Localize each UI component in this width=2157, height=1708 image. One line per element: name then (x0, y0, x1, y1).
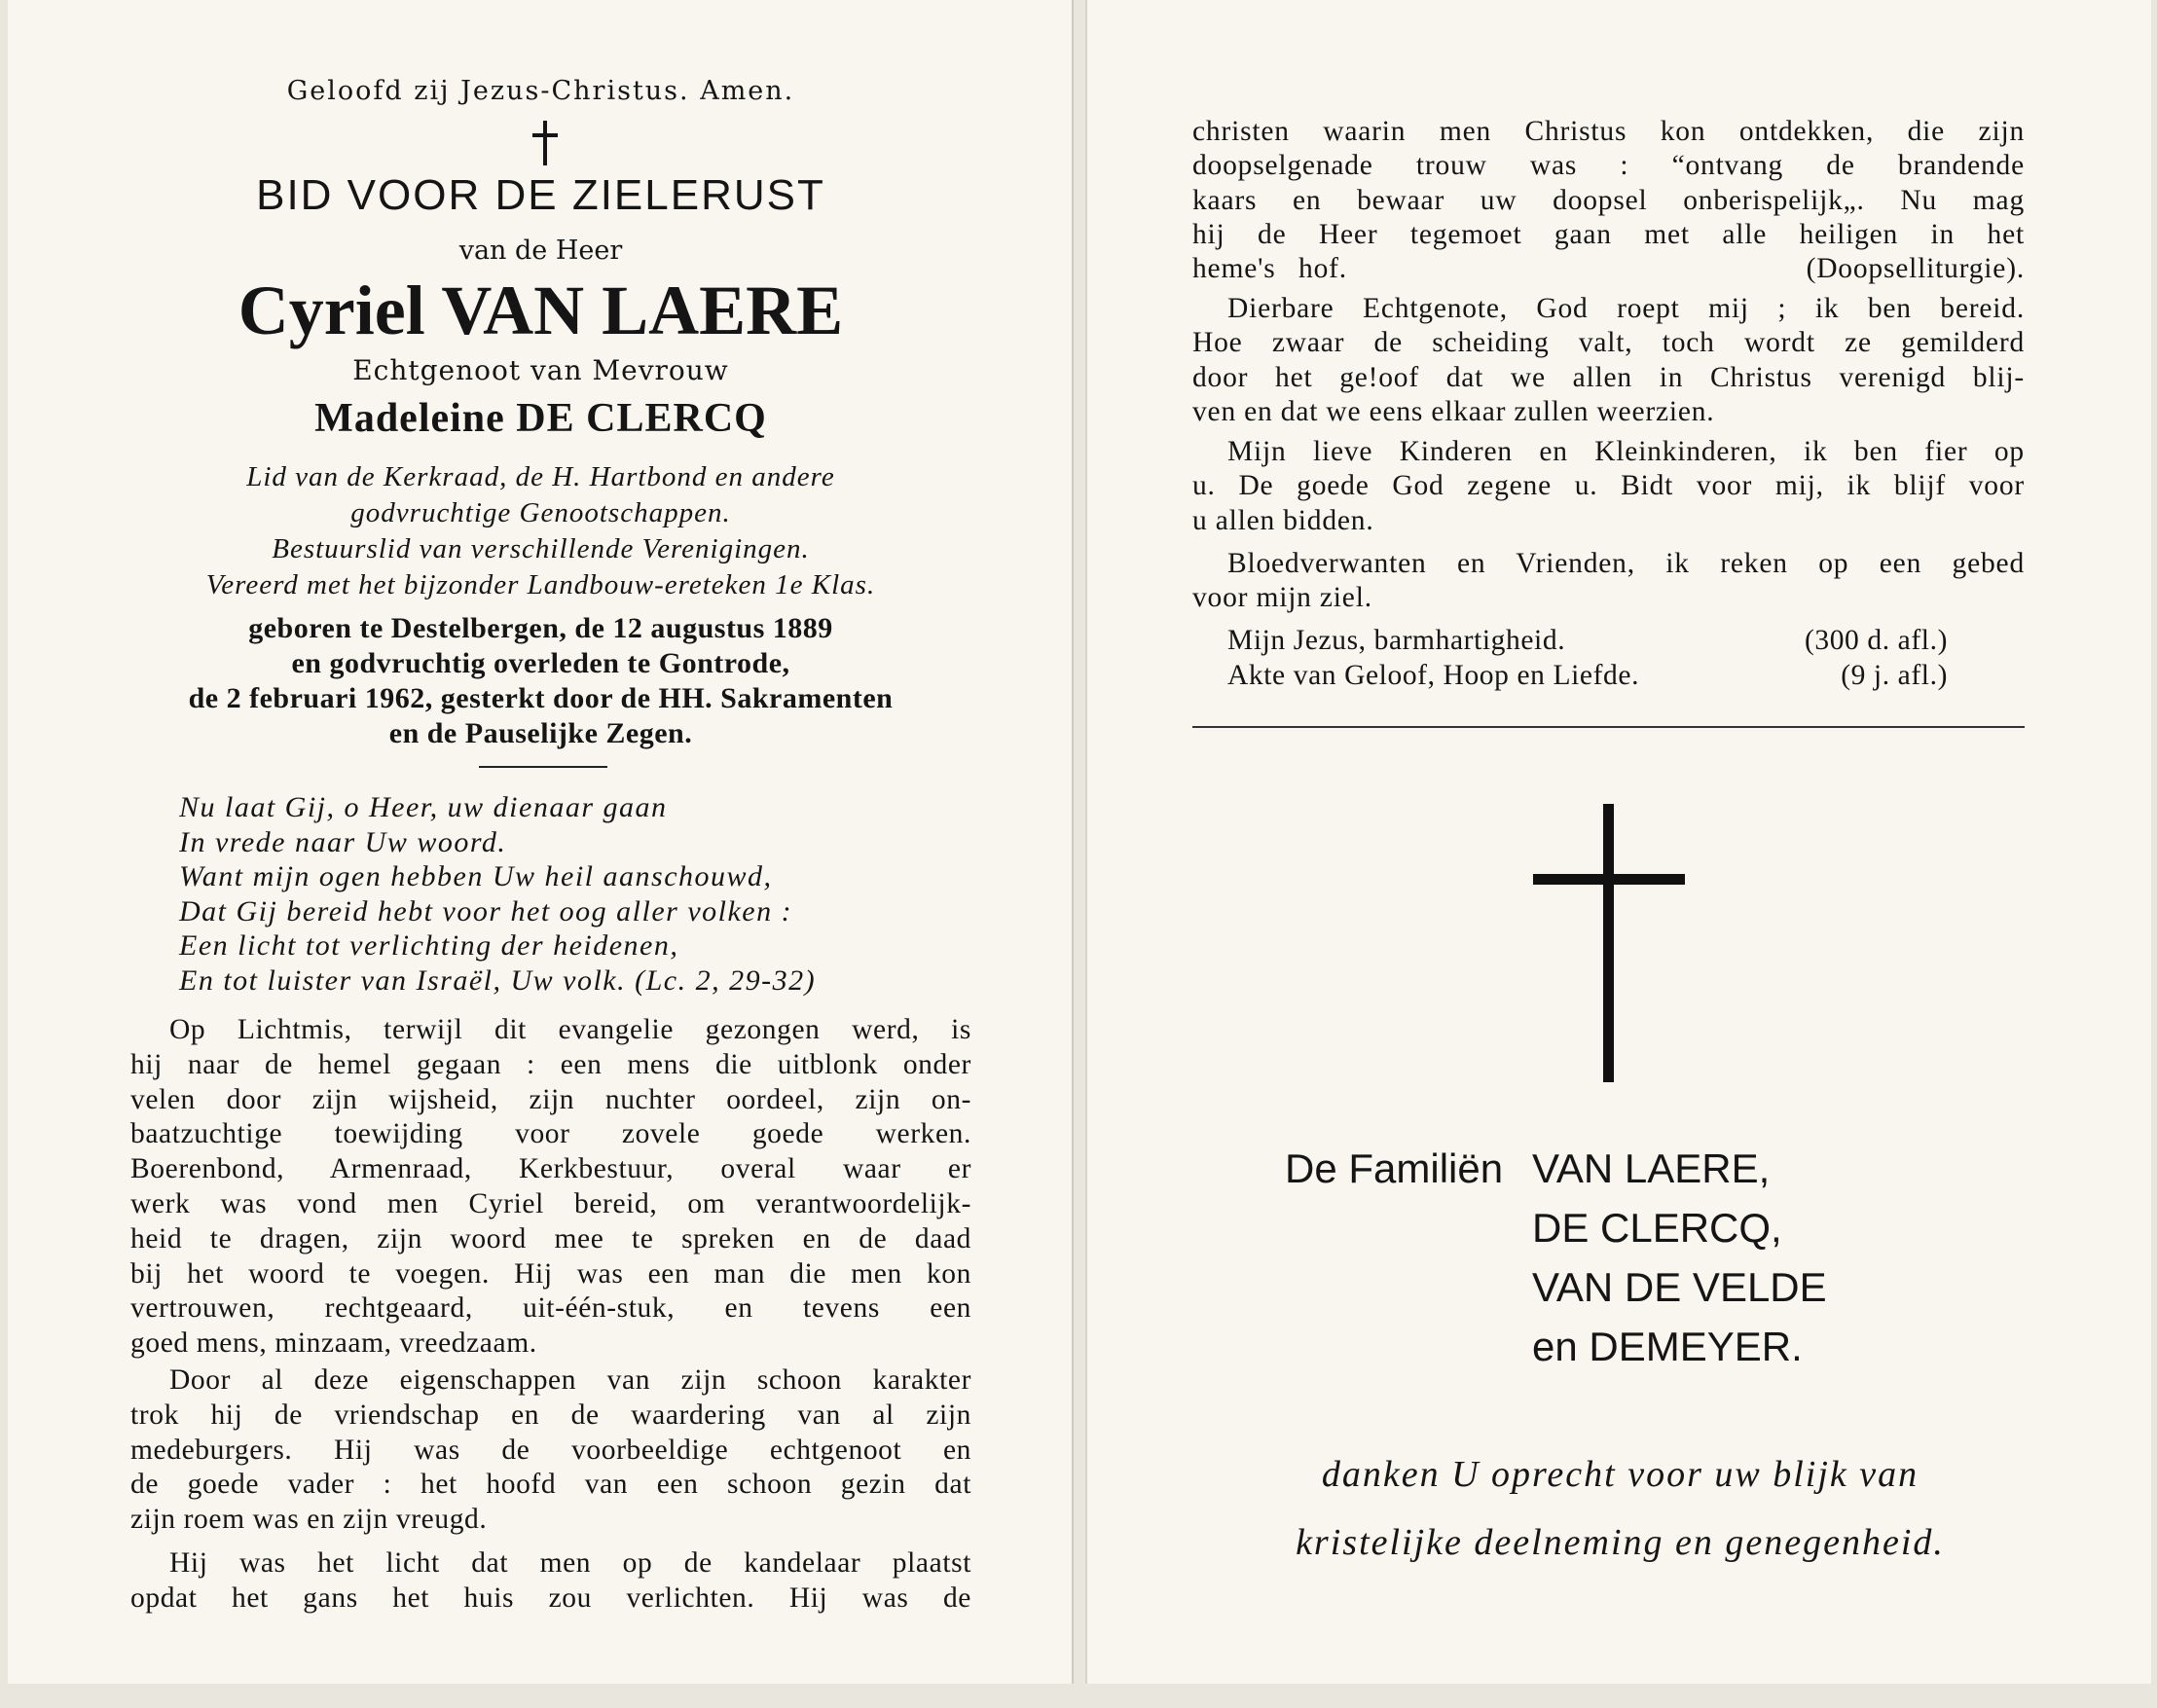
family-name: DE CLERCQ, (1532, 1205, 1782, 1251)
text-line: hij de Heer tegemoet gaan met alle heiligen in het (1192, 218, 2025, 250)
text-line: hij naar de hemel gegaan : een mens die uitblonk onder (130, 1048, 971, 1080)
text-line: doopselgenade trouw was : “ontvang de brandende (1192, 150, 2025, 182)
paragraph (1192, 547, 2025, 616)
role-line: godvruchtige Genootschappen. (350, 497, 731, 528)
verse-line: Een licht tot verlichting der heidenen, (179, 929, 679, 962)
paragraph (130, 1013, 971, 1362)
text-line: Door al deze eigenschappen van zijn schoon karakter (169, 1364, 971, 1396)
text-line: christen waarin men Christus kon ontdekken, die zijn (1192, 116, 2025, 147)
text-line: trok hij de vriendschap en de waardering van al zijn (130, 1399, 971, 1431)
text-line: Boerenbond, Armenraad, Kerkbestuur, overal waar er (130, 1153, 971, 1185)
right-page (1085, 0, 2151, 1684)
divider (1192, 726, 2025, 728)
text-line: Bloedverwanten en Vrienden, ik reken op een gebed (1227, 548, 2025, 579)
prayer-row (1227, 658, 1948, 693)
text-line: heme's hof. (Doopselliturgie). (1192, 253, 2025, 285)
paragraph (1192, 292, 2025, 429)
opening-line: Geloofd zij Jezus-Christus. Amen. (286, 76, 795, 106)
verse-line: In vrede naar Uw woord. (179, 825, 507, 858)
roles (8, 459, 1074, 603)
prayer-label: Akte van Geloof, Hoop en Liefde. (1227, 660, 1640, 691)
family-name: VAN LAERE, (1532, 1145, 1771, 1191)
text-line: Hoe zwaar de scheiding valt, toch wordt ze gemilderd (1192, 327, 2025, 359)
text-line: Mijn lieve Kinderen en Kleinkinderen, ik ben fier op (1227, 436, 2025, 467)
role-line: Lid van de Kerkraad, de H. Hartbond en andere (246, 461, 835, 492)
thanks-line: kristelijke deelneming en genegenheid. (1296, 1522, 1945, 1563)
families-lead: De Familiën (1285, 1145, 1504, 1191)
text-line: door het ge!oof dat we allen in Christus verenigd blij- (1192, 361, 2025, 393)
paragraph (130, 1546, 971, 1617)
text-line: Hij was het licht dat men op de kandelaar plaatst (169, 1547, 971, 1579)
role-line: Vereerd met het bijzonder Landbouw-ereteken 1e Klas. (205, 569, 876, 600)
text-line: voor mijn ziel. (1192, 582, 1372, 614)
life-date-line: en godvruchtig overleden te Gontrode, (291, 647, 790, 679)
text-line: Dierbare Echtgenote, God roept mij ; ik ben bereid. (1227, 293, 2025, 324)
text-line: opdat het gans het huis zou verlichten. Hij was de (130, 1581, 971, 1614)
left-page (8, 0, 1074, 1684)
life-date-line: geboren te Destelbergen, de 12 augustus 1889 (248, 612, 833, 644)
text-line: u allen bidden. (1192, 504, 1374, 536)
cross-icon (530, 121, 560, 165)
verse-line: Nu laat Gij, o Heer, uw dienaar gaan (179, 791, 668, 823)
thanks-message (1087, 1440, 2151, 1577)
prayer-indulgence: (9 j. afl.) (1841, 660, 1948, 691)
life-dates (8, 611, 1074, 751)
text-line: u. De goede God zegene u. Bidt voor mij, ik blijf voor (1192, 470, 2025, 502)
text-line: zijn roem was en zijn vreugd. (130, 1504, 488, 1536)
prayer-list (1227, 623, 1948, 693)
text-line: werk was vond men Cyriel bereid, om verantwoordelijk- (130, 1187, 971, 1219)
paragraph (1192, 115, 2025, 286)
prayer-indulgence: (300 d. afl.) (1804, 625, 1948, 656)
verse-line: Dat Gij bereid hebt voor het oog aller volken : (179, 894, 793, 927)
deceased-name: Cyriel VAN LAERE (238, 272, 844, 349)
family-name: VAN DE VELDE (1532, 1264, 1827, 1310)
cross-icon (1533, 804, 1685, 1082)
text-line: kaars en bewaar uw doopsel onberispelijk„. Nu mag (1192, 184, 2025, 216)
text-line: bij het woord te voegen. Hij was een man die men kon (130, 1257, 971, 1290)
intro: van de Heer (458, 236, 623, 266)
spouse-name: Madeleine DE CLERCQ (314, 396, 767, 441)
text-line: ven en dat we eens elkaar zullen weerzien. (1192, 395, 1715, 427)
text-line: goed mens, minzaam, vreedzaam. (130, 1327, 537, 1360)
text-line: vertrouwen, rechtgeaard, uit-één-stuk, en tevens een (130, 1292, 971, 1325)
heading: BID VOOR DE ZIELERUST (256, 171, 825, 219)
family-name: en DEMEYER. (1532, 1324, 1803, 1369)
text-line: Op Lichtmis, terwijl dit evangelie gezongen werd, is (169, 1014, 971, 1045)
role-line: Bestuurslid van verschillende Verenigingen. (272, 533, 810, 564)
text-line: medeburgers. Hij was de voorbeeldige echtgenoot en (130, 1434, 971, 1466)
paragraph (130, 1363, 971, 1538)
text-line: baatzuchtige toewijding voor zovele goede werken. (130, 1118, 971, 1150)
paragraph (1192, 435, 2025, 538)
text-line: de goede vader : het hoofd van een schoon gezin dat (130, 1469, 971, 1501)
spouse-intro: Echtgenoot van Mevrouw (352, 354, 729, 386)
prayer-label: Mijn Jezus, barmhartigheid. (1227, 625, 1566, 656)
prayer-row (1227, 623, 1948, 658)
text-line: heid te dragen, zijn woord mee te spreken en de daad (130, 1222, 971, 1254)
divider (479, 766, 607, 768)
verse-line: En tot luister van Israël, Uw volk. (Lc. 2, 29-32) (179, 963, 817, 997)
life-date-line: en de Pauselijke Zegen. (388, 717, 693, 749)
life-date-line: de 2 februari 1962, gesterkt door de HH. Sakramenten (188, 682, 894, 714)
text-line: velen door zijn wijsheid, zijn nuchter oordeel, zijn on- (130, 1083, 971, 1115)
verse-line: Want mijn ogen hebben Uw heil aanschouwd, (179, 860, 773, 892)
thanks-line: danken U oprecht voor uw blijk van (1321, 1454, 1919, 1495)
bible-verse (179, 790, 1016, 998)
